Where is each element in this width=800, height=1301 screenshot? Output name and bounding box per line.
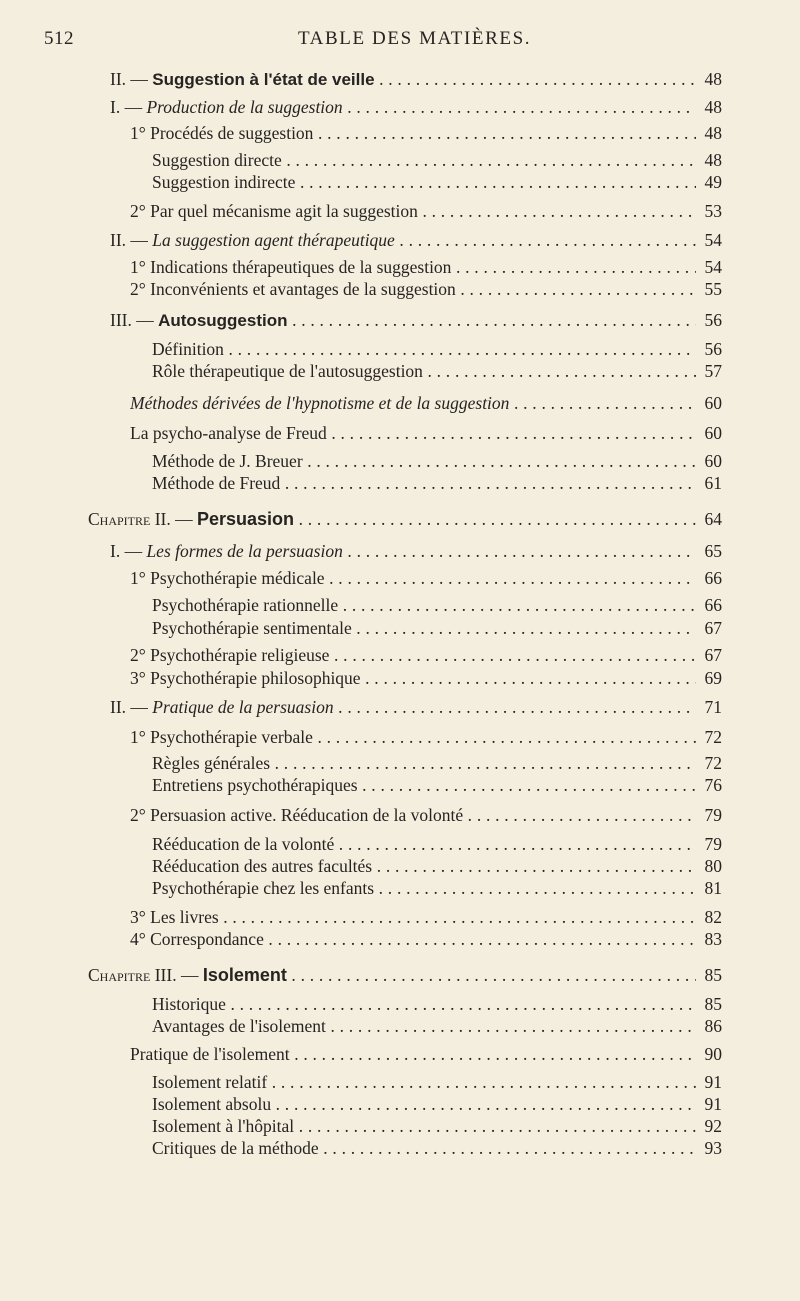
toc-entry <box>0 450 800 472</box>
entry-prefix: II. — <box>110 69 153 89</box>
entry-label: Pratique de la persuasion <box>152 697 334 717</box>
entry-prefix: Chapitre II. — <box>88 509 197 529</box>
toc-entry <box>0 1043 800 1065</box>
entry-label: La psycho-analyse de Freud <box>130 423 327 443</box>
entry-page: 79 <box>704 805 722 825</box>
entry-page: 81 <box>704 878 722 898</box>
toc-entry-subsection <box>0 540 800 562</box>
entry-page: 67 <box>704 645 722 665</box>
entry-label: Isolement absolu <box>152 1094 272 1114</box>
toc-entry <box>0 993 800 1015</box>
entry-label: Suggestion indirecte <box>152 172 296 192</box>
toc-entry <box>0 200 800 222</box>
entry-page: 82 <box>704 907 722 927</box>
entry-label: 2° Persuasion active. Rééducation de la volonté <box>130 805 464 825</box>
toc-entry-section <box>0 309 800 331</box>
entry-page: 48 <box>704 69 722 89</box>
entry-label: Psychothérapie sentimentale <box>152 618 352 638</box>
entry-page: 56 <box>704 310 722 330</box>
running-title: TABLE DES MATIÈRES. <box>298 28 532 49</box>
toc-entry <box>0 122 800 144</box>
entry-page: 76 <box>704 775 722 795</box>
toc-entry <box>0 1015 800 1037</box>
toc-entry <box>0 1137 800 1159</box>
toc-entry <box>0 726 800 748</box>
entry-label: 2° Psychothérapie religieuse <box>130 645 330 665</box>
toc-entry <box>0 278 800 300</box>
toc-entry-section <box>0 68 800 90</box>
toc-entry-subsection <box>0 96 800 118</box>
entry-page: 71 <box>704 697 722 717</box>
toc-entry <box>0 149 800 171</box>
entry-label: Pratique de l'isolement <box>130 1044 290 1064</box>
entry-label: Critiques de la méthode <box>152 1138 319 1158</box>
toc-entry-subsection <box>0 392 800 414</box>
entry-label: Méthode de Freud <box>152 473 281 493</box>
entry-label: 1° Psychothérapie médicale <box>130 568 325 588</box>
toc-entry-subsection <box>0 696 800 718</box>
entry-prefix: II. — <box>110 697 153 717</box>
entry-page: 48 <box>704 123 722 143</box>
entry-label: 2° Par quel mécanisme agit la suggestion <box>130 201 418 221</box>
entry-label: Règles générales <box>152 753 271 773</box>
toc-entry <box>0 928 800 950</box>
entry-page: 55 <box>704 279 722 299</box>
entry-prefix: I. — <box>110 541 147 561</box>
toc-entry <box>0 594 800 616</box>
entry-page: 48 <box>704 97 722 117</box>
toc-entry <box>0 855 800 877</box>
toc-entry <box>0 171 800 193</box>
toc-entry <box>0 338 800 360</box>
toc-entry <box>0 360 800 382</box>
entry-page: 85 <box>704 994 722 1014</box>
entry-page: 48 <box>704 150 722 170</box>
entry-label: Les formes de la persuasion <box>146 541 343 561</box>
entry-page: 54 <box>704 257 722 277</box>
entry-page: 57 <box>704 361 722 381</box>
toc-entry <box>0 667 800 689</box>
toc-entry <box>0 617 800 639</box>
entry-page: 69 <box>704 668 722 688</box>
entry-page: 85 <box>704 965 722 985</box>
entry-label: Rôle thérapeutique de l'autosuggestion <box>152 361 423 381</box>
entry-label: Définition <box>152 339 224 359</box>
entry-label: 1° Procédés de suggestion <box>130 123 314 143</box>
entry-label: Isolement relatif <box>152 1072 268 1092</box>
entry-prefix: II. — <box>110 230 153 250</box>
entry-page: 83 <box>704 929 722 949</box>
toc-entry <box>0 1115 800 1137</box>
entry-page: 64 <box>704 509 722 529</box>
entry-label: Avantages de l'isolement <box>152 1016 326 1036</box>
entry-label: Isolement <box>202 965 287 985</box>
entry-label: Autosuggestion <box>158 311 288 330</box>
entry-label: 1° Psychothérapie verbale <box>130 727 313 747</box>
entry-page: 54 <box>704 230 722 250</box>
toc-entry <box>0 1093 800 1115</box>
entry-label: Suggestion à l'état de veille <box>152 70 375 89</box>
toc-entry <box>0 256 800 278</box>
entry-page: 72 <box>704 753 722 773</box>
entry-prefix: Chapitre III. — <box>88 965 203 985</box>
entry-page: 91 <box>704 1072 722 1092</box>
entry-label: Méthodes dérivées de l'hypnotisme et de la suggestion <box>130 393 510 413</box>
entry-label: Isolement à l'hôpital <box>152 1116 295 1136</box>
entry-label: Entretiens psychothérapiques <box>152 775 358 795</box>
entry-page: 61 <box>704 473 722 493</box>
entry-page: 66 <box>704 595 722 615</box>
entry-label: Persuasion <box>197 509 295 529</box>
entry-page: 92 <box>704 1116 722 1136</box>
entry-label: Psychothérapie rationnelle <box>152 595 339 615</box>
entry-label: 4° Correspondance <box>130 929 264 949</box>
entry-page: 67 <box>704 618 722 638</box>
entry-label: Méthode de J. Breuer <box>152 451 303 471</box>
toc-entry <box>0 422 800 444</box>
toc-entry <box>0 472 800 494</box>
toc-entry <box>0 804 800 826</box>
toc-entry-subsection <box>0 229 800 251</box>
entry-page: 90 <box>704 1044 722 1064</box>
entry-page: 60 <box>704 423 722 443</box>
entry-page: 79 <box>704 834 722 854</box>
entry-page: 53 <box>704 201 722 221</box>
entry-page: 49 <box>704 172 722 192</box>
toc-entry <box>0 906 800 928</box>
entry-label: Rééducation des autres facultés <box>152 856 373 876</box>
entry-label: Rééducation de la volonté <box>152 834 335 854</box>
entry-page: 72 <box>704 727 722 747</box>
entry-page: 91 <box>704 1094 722 1114</box>
entry-prefix: I. — <box>110 97 147 117</box>
toc-entry-chapter <box>0 508 800 530</box>
entry-prefix: III. — <box>110 310 159 330</box>
entry-label: La suggestion agent thérapeutique <box>152 230 395 250</box>
toc-entry <box>0 877 800 899</box>
entry-page: 65 <box>704 541 722 561</box>
entry-page: 80 <box>704 856 722 876</box>
entry-page: 93 <box>704 1138 722 1158</box>
entry-label: 1° Indications thérapeutiques de la suggestion <box>130 257 452 277</box>
entry-label: 3° Psychothérapie philosophique <box>130 668 361 688</box>
toc-entry <box>0 1071 800 1093</box>
entry-label: 2° Inconvénients et avantages de la suggestion <box>130 279 456 299</box>
page-number: 512 <box>44 28 74 49</box>
entry-label: Psychothérapie chez les enfants <box>152 878 375 898</box>
entry-page: 86 <box>704 1016 722 1036</box>
entry-label: 3° Les livres <box>130 907 219 927</box>
entry-page: 66 <box>704 568 722 588</box>
entry-label: Production de la suggestion <box>146 97 343 117</box>
toc-entry <box>0 774 800 796</box>
entry-label: Suggestion directe <box>152 150 282 170</box>
entry-page: 56 <box>704 339 722 359</box>
toc-entry <box>0 752 800 774</box>
toc-entry-chapter <box>0 964 800 986</box>
toc-entry <box>0 567 800 589</box>
entry-page: 60 <box>704 393 722 413</box>
entry-label: Historique <box>152 994 226 1014</box>
entry-page: 60 <box>704 451 722 471</box>
toc-entry <box>0 833 800 855</box>
toc-entry <box>0 644 800 666</box>
